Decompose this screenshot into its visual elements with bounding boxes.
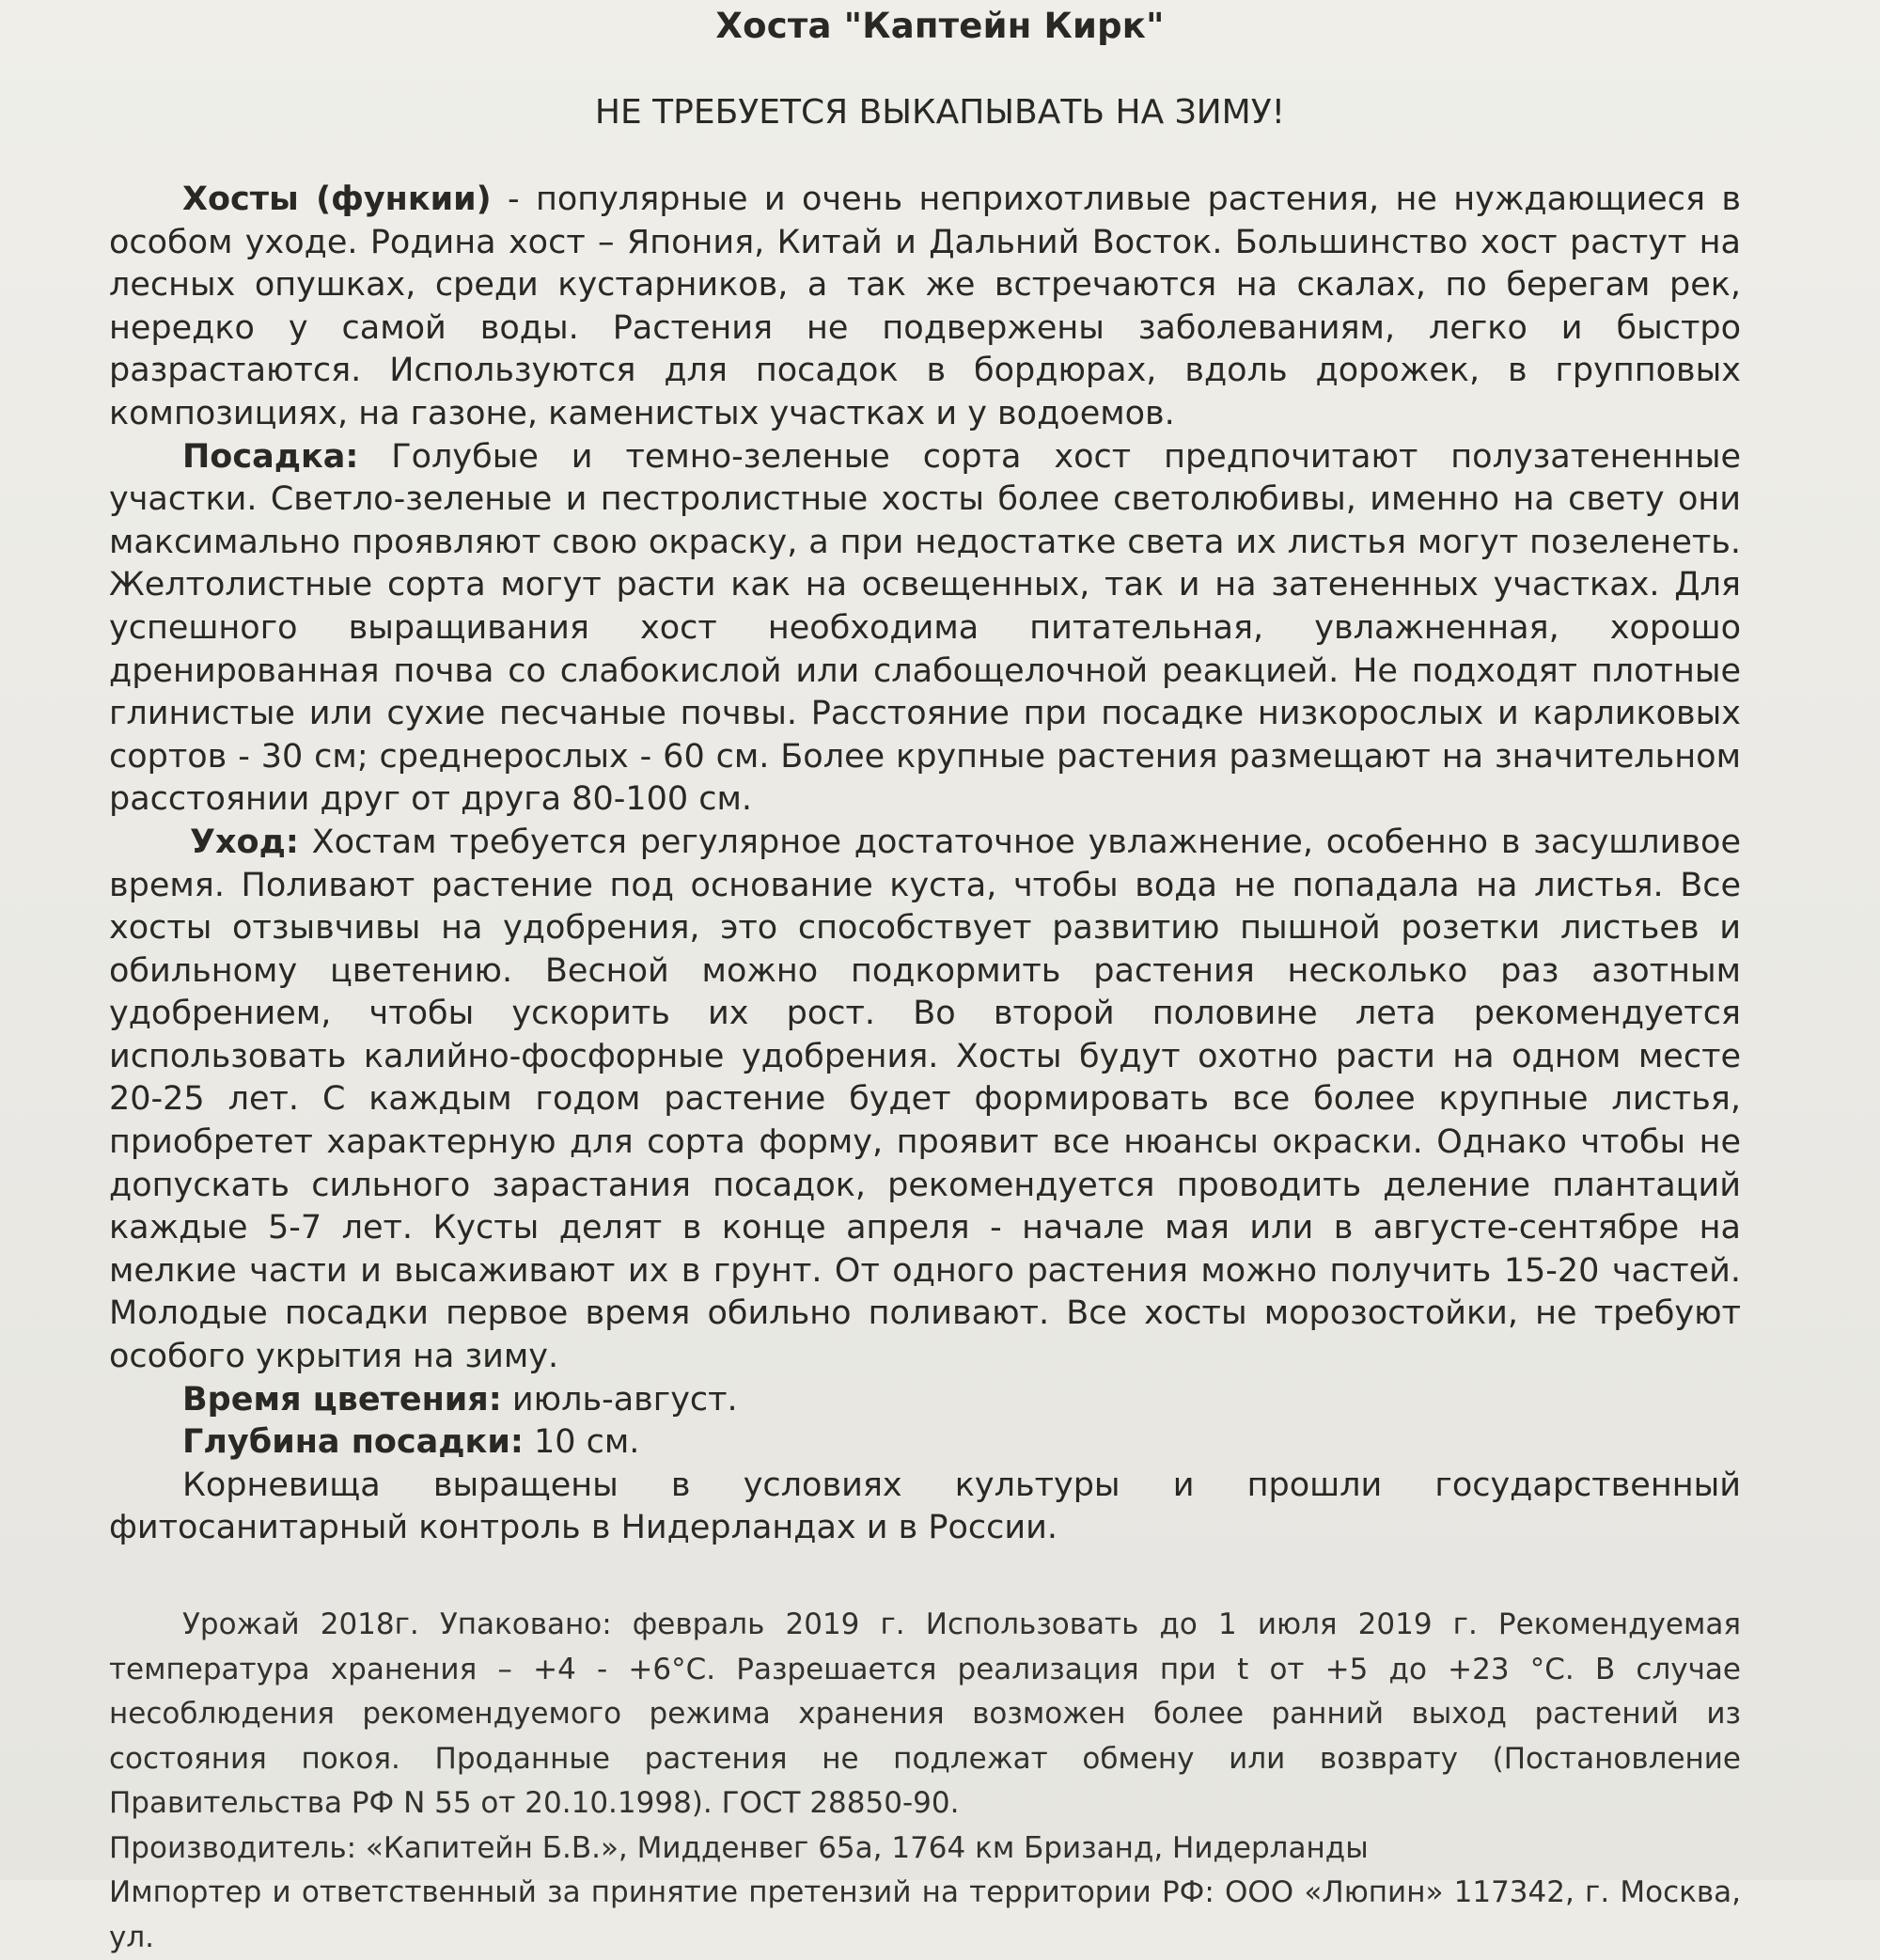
storage-info: Урожай 2018г. Упаковано: февраль 2019 г. Использовать до 1 июля 2019 г. Рекомендуемая температура хранения – +4 - +6°С. Разрешается реализация при t от +5 до +23 °С. В случае несоблюдения рекомендуемого режима хранения возможен более ранний выход растений из состояния покоя. Проданные растения не подлежат обмену или возврату (Постановление Правительства РФ N 55 от 20.10.1998). ГОСТ 28850-90.	[109, 1607, 1741, 1820]
bloom-text: июль-август.	[501, 1380, 738, 1419]
intro-text: - популярные и очень неприхотливые растения, не нуждающиеся в особом уходе. Родина хост – Япония, Китай и Дальний Восток. Большинство хост растут на лесных опушках, среди кустарников, а так же встречаются на скалах, по берегам рек, нередко у самой воды. Растения не подвержены заболеваниям, легко и быстро разрастаются. Используются для посадок в бордюрах, вдоль дорожек, в групповых композициях, на газоне, каменистых участках и у водоемов.	[109, 180, 1741, 432]
bloom-label: Время цветения:	[182, 1380, 502, 1419]
importer-info: Импортер и ответственный за принятие претензий на территории РФ: ООО «Люпин» 117342, г. Москва, ул.	[109, 1875, 1741, 1954]
planting-paragraph	[109, 436, 1741, 822]
depth-paragraph	[109, 1421, 1741, 1465]
rhizomes-paragraph: Корневища выращены в условиях культуры и прошли государственный фитосанитарный контроль в Нидерландах и в России.	[109, 1466, 1741, 1547]
care-label: Уход:	[190, 823, 299, 861]
care-text: Хостам требуется регулярное достаточное увлажнение, особенно в засушливое время. Поливают растение под основание куста, чтобы вода не попадала на листья. Все хосты отзывчивы на удобрения, это способствует развитию пышной розетки листьев и обильному цветению. Весной можно подкормить растения несколько раз азотным удобрением, чтобы ускорить их рост. Во второй половине лета рекомендуется использовать калийно-фосфорные удобрения. Хосты будут охотно расти на одном месте 20-25 лет. С каждым годом растение будет формировать все более крупные листья, приобретет характерную для сорта форму, проявит все нюансы окраски. Однако чтобы не допускать сильного зарастания посадок, рекомендуется проводить деление плантаций каждые 5-7 лет. Кусты делят в конце апреля - начале мая или в августе-сентябре на мелкие части и высаживают их в грунт. От одного растения можно получить 15-20 частей. Молодые посадки первое время обильно поливают. Все хосты морозостойки, не требуют особого укрытия на зиму.	[109, 823, 1741, 1376]
depth-text: 10 см.	[523, 1423, 640, 1462]
description-body	[109, 179, 1741, 1550]
page-title: Хоста "Каптейн Кирк"	[715, 6, 1165, 46]
depth-label: Глубина посадки:	[182, 1423, 524, 1462]
planting-text: Голубые и темно-зеленые сорта хост предпочитают полузатененные участки. Светло-зеленые и пестролистные хосты более светолюбивы, именно на свету они максимально проявляют свою окраску, а при недостатке света их листья могут позеленеть. Желтолистные сорта могут расти как на освещенных, так и на затененных участках. Для успешного выращивания хост необходима питательная, увлажненная, хорошо дренированная почва со слабокислой или слабощелочной реакцией. Не подходят плотные глинистые или сухие песчаные почвы. Расстояние при посадке низкорослых и карликовых сортов - 30 см; среднерослых - 60 см. Более крупные растения размещают на значительном расстоянии друг от друга 80-100 см.	[109, 437, 1741, 819]
planting-label: Посадка:	[182, 437, 359, 476]
producer-info: Производитель: «Капитейн Б.В.», Мидденвег 65а, 1764 км Бризанд, Нидерланды	[109, 1830, 1369, 1865]
footer-info	[109, 1603, 1741, 1960]
bloom-paragraph	[109, 1379, 1741, 1422]
care-paragraph	[109, 822, 1741, 1379]
page-subtitle: НЕ ТРЕБУЕТСЯ ВЫКАПЫВАТЬ НА ЗИМУ!	[594, 93, 1286, 132]
intro-paragraph	[109, 179, 1741, 436]
intro-label: Хосты (функии)	[182, 180, 492, 218]
